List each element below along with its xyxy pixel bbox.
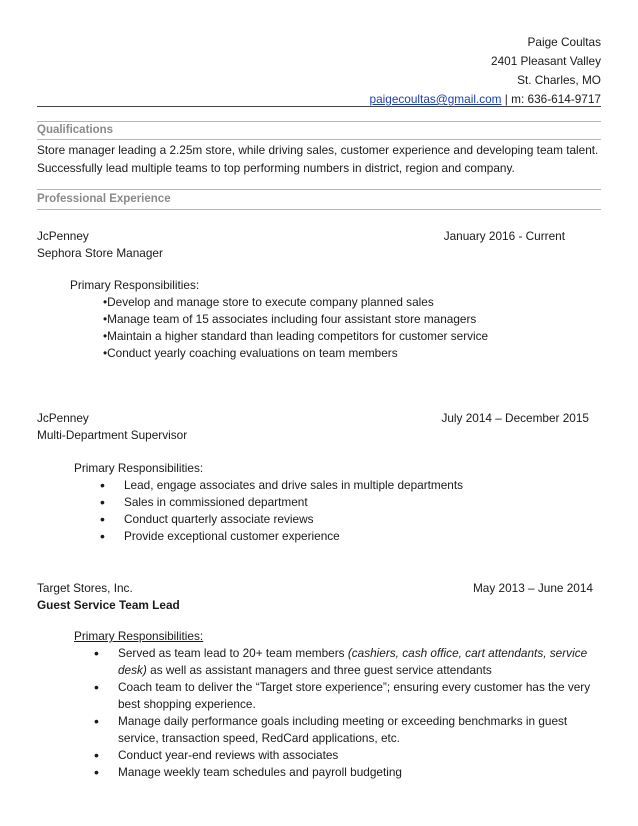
contact-block (370, 33, 601, 109)
list-item: • Provide exceptional customer experience (100, 528, 580, 545)
qualifications-heading: Qualifications (37, 124, 114, 136)
experience-heading-rule (37, 209, 601, 210)
list-item (94, 645, 594, 679)
header-divider (37, 106, 601, 107)
list-item: •Develop and manage store to execute company planned sales (103, 295, 434, 309)
job-title: Sephora Store Manager (37, 246, 163, 260)
contact-city: St. Charles, MO (517, 73, 601, 87)
list-item: •Conduct yearly coaching evaluations on team members (103, 346, 398, 360)
responsibilities-heading: Primary Responsibilities: (70, 278, 200, 292)
list-item: • Conduct quarterly associate reviews (100, 511, 580, 528)
list-item-text: as well as assistant managers and three guest service attendants (146, 663, 492, 677)
responsibilities-heading: Primary Responsibilities: (74, 461, 204, 475)
list-item: •Maintain a higher standard than leading competitors for customer service (103, 329, 489, 343)
contact-phone: m: 636-614-9717 (511, 92, 601, 106)
list-item: • Manage weekly team schedules and payroll budgeting (94, 764, 594, 781)
list-item: • Sales in commissioned department (100, 494, 580, 511)
responsibilities-heading: Primary Responsibilities: (74, 629, 204, 643)
experience-heading: Professional Experience (37, 193, 171, 205)
experience-top-rule (37, 189, 601, 190)
contact-separator: | (501, 92, 512, 106)
job-company: Target Stores, Inc. (37, 581, 133, 595)
job-title: Guest Service Team Lead (37, 598, 180, 612)
email-link[interactable]: paigecoultas@gmail.com (369, 92, 502, 106)
list-item: • Manage daily performance goals including meeting or exceeding benchmarks in guest service, transaction speed, RedCard applications, etc. (94, 713, 594, 747)
contact-name: Paige Coultas (527, 35, 601, 49)
job-header (37, 410, 592, 427)
job-company: JcPenney (37, 411, 89, 425)
list-item-text: Served as team lead to 20+ team members (118, 646, 348, 660)
job-header (37, 580, 592, 597)
job-title: Multi-Department Supervisor (37, 428, 188, 442)
job-dates: January 2016 - Current (443, 229, 565, 243)
job-dates: May 2013 – June 2014 (472, 581, 593, 595)
list-item: • Lead, engage associates and drive sales in multiple departments (100, 477, 580, 494)
list-item: •Manage team of 15 associates including four assistant store managers (103, 312, 477, 326)
responsibilities-list (103, 294, 488, 362)
job-company: JcPenney (37, 229, 89, 243)
list-item-italic: (cashiers, cash office, cart attendants, service desk) (118, 646, 588, 677)
list-item: • Conduct year-end reviews with associates (94, 747, 594, 764)
job-dates: July 2014 – December 2015 (441, 411, 589, 425)
qualifications-top-rule (37, 121, 601, 122)
job-header (37, 228, 592, 245)
responsibilities-list (100, 477, 580, 545)
contact-street: 2401 Pleasant Valley (491, 54, 601, 68)
qualifications-text: Store manager leading a 2.25m store, while driving sales, customer experience and developing team talent. Successfully lead multiple teams to top performing numbers in district, region and company. (37, 143, 599, 175)
responsibilities-list (94, 645, 594, 781)
qualifications-heading-rule (37, 139, 601, 140)
list-item: • Coach team to deliver the “Target store experience”; ensuring every customer has the very best shopping experience. (94, 679, 594, 713)
